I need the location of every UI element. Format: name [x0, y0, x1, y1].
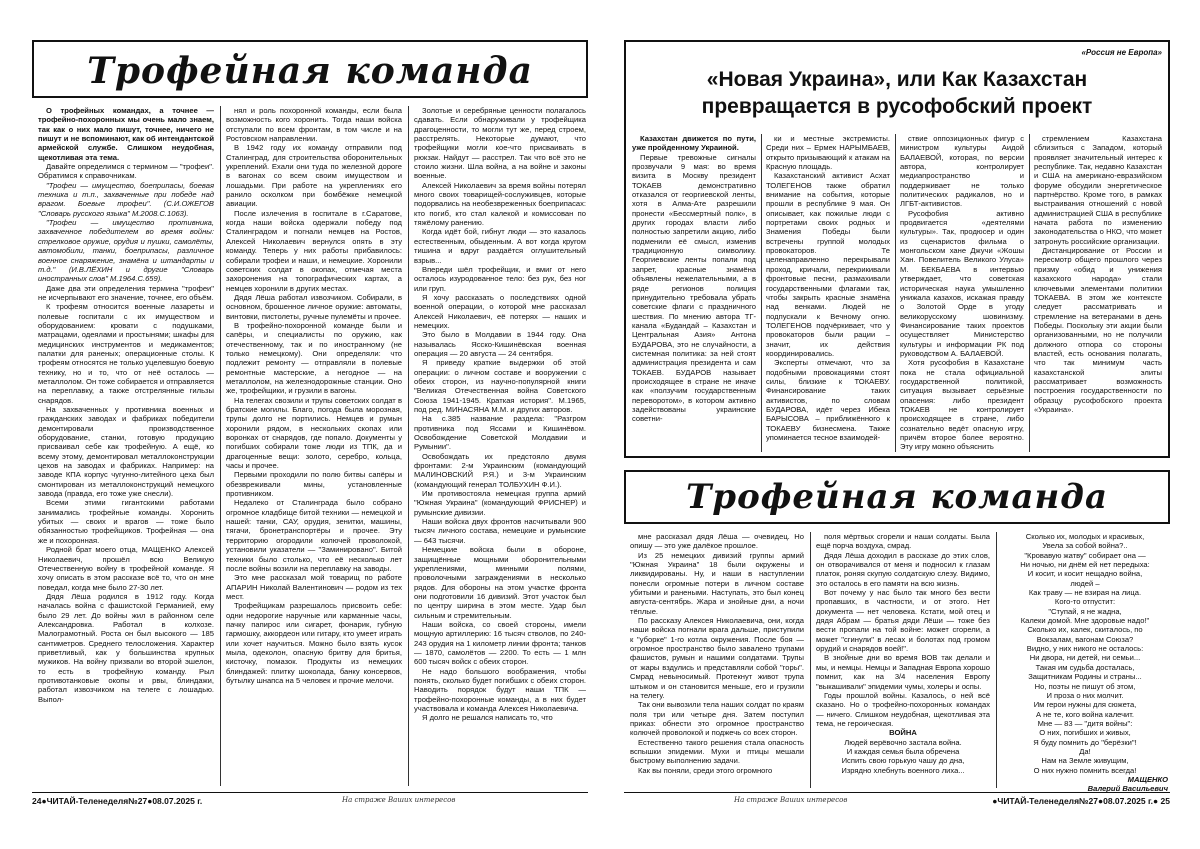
footer-slogan: На страже Ваших интересов [342, 796, 456, 804]
paragraph: О них, погибших и живых, [1039, 728, 1131, 738]
paragraph: Казахстанский активист Асхат ТОЛЕГЕНОВ также обратил внимание на события, которые прошли в республике 9 мая. Он описывает, как пожилые люди с портретами своих родных и Знамения Победы были встречены группой молодых провокаторов. Те целенаправленно перекрывали проход, кричали, перекрикивали фронтовые песни, размахивали государственными флагами так, чтобы закрыть красные знамёна над венками. Людей не подпускали к Вечному огню. ТОЛЕГЕНОВ подчёркивает, что у провокаторов были рации – значит, их действия координировались. [766, 171, 890, 358]
paragraph: стремлением Казахстана сблизиться с Западом, который проявляет значительный интерес к республике. Так, недавно Казахстан и США на американо-евразийском форуме обсудили энергетическое партнёрство. Кроме того, в рамках выстраивания отношений с новой администрацией США в республике начата работа по изменению законодательства о НКО, что может затронуть российские организации. [1034, 134, 1162, 246]
paragraph: Трофейщикам разрешалось присвоить себе: одни недорогие наручные или карманные часы, пачку папирос или сигарет, фонарик, губную гармошку, аккордеон или гитару, кто умеет играть или хочет научиться. Можно было взять кусок мыла, одеколон, опасную бритву для бритья, кисточку, помазок. Продукты из немецких блиндажей: плитку шоколада, банку консервов, бутылку шнапса на 5 человек и прочие мелочи. [226, 601, 402, 685]
paragraph: нял и роль похоронной команды, если была возможность кого хоронить. Тогда наши войска отступали по всем фронтам, в том числе и на Ростовском направлении. [226, 106, 402, 144]
headline-line-2: превращается в русофобский проект [701, 95, 1093, 118]
left-page [32, 34, 588, 812]
paragraph: Это было в Молдавии в 1944 году. Она называлась Ясско-Кишинёвская военная операция — 20 августа — 24 сентября. [414, 330, 586, 358]
paragraph: Хотя русофобия в Казахстане пока не стала официальной государственной политикой, ситуация вызывает серьёзные опасения: либо президент ТОКАЕВ не контролирует происходящее в стране, либо сознательно ведёт опасную игру, причём второе более вероятно. Эту игру можно объяснить [900, 358, 1024, 452]
article-column-1 [632, 134, 756, 452]
paragraph: Казахстан движется по пути, уже пройденному Украиной. [632, 134, 756, 153]
paragraph: Защитникам Родины и страны... [1028, 672, 1142, 682]
paragraph: Нам на Земле живущим, [1041, 756, 1129, 766]
paragraph: Такая им судьба досталась, [1035, 662, 1135, 672]
paragraph: Дядя Лёша родился в 1912 году. Когда началась война с фашистской Германией, ему было 29 лет. До войны жил в районном селе Александровка. Работал в колхозе. Малограмотный. Роста он был высокого — 185 сантиметров. Среднего телосложения. Характер приветливый, как у большинства крупных мужиков. На войну призвали во второй эшелон, то есть в трофейную команду. Рыл противотанковые окопы и рвы, блиндажи, работал извозчиком на телеге с лошадью. Выпол- [38, 591, 214, 704]
paragraph: Сколько их, калек, скиталось, по [1027, 625, 1143, 635]
paragraph: Дядя Лёша работал извозчиком. Собирали, в основном, брошенное личное оружие: автоматы, винтовки, пистолеты, ручные пулемёты и прочее. [226, 292, 402, 321]
paragraph: Первыми проходили по полю битвы сапёры и обезвреживали мины, установленные противником. [226, 470, 402, 499]
paragraph: Но, поэты не пишут об этом, [1034, 681, 1136, 691]
paragraph: К трофеям относится военные лазареты и полевые госпитали с их имуществом и оборудованием: кровати с подушками, матрацами, одеялами и простынями; шкафы для медицинских инструментов и медикаментов; палатки для раненых; операционные столы. К трофеям относятся не только уцелевшую боевую технику, но и то, что от неё осталось — металлолом. Он тоже собирается и отправляется на переплавку, а также отстрелянные гильзы снарядов. [38, 302, 214, 405]
paragraph: "Ступай, я не жадна, [1048, 606, 1122, 616]
article-column-2 [766, 134, 890, 452]
paragraph: мне рассказал дядя Лёша — очевидец. Но опишу — это уже далёкое прошлое. [630, 532, 804, 551]
paragraph: Как вы поняли, среди этого огромного [638, 765, 773, 775]
paragraph: Русофобия активно продвигается «деятелями культуры». Так, продюсер и один из сценаристов фильма о монгольском хане Джучи «Жошы Хан. Повелитель Великого Улуса» М. БЕКБАЕВА в интервью утверждает, что советская историческая наука умышленно унижала казахов, искажая правду о Золотой Орде в угоду великорусскому шовинизму. Финансирование таких проектов осуществляет Министерство культуры и информации РК под руководством А. БАЛАЕВОЙ. [900, 208, 1024, 358]
paragraph: Вокзалам, вагонам Союза? [1036, 634, 1134, 644]
paragraph: Годы прошлой войны. Казалось, о ней всё сказано. Но о трофейно-похоронных командах — ничего. Слишком неудобная, щекотливая эта тема, не героическая. [816, 690, 990, 728]
footer-rule [32, 792, 588, 793]
paragraph: ВОЙНА [889, 728, 917, 738]
paragraph: Людей верёвочно застала война. [844, 737, 962, 747]
left-page-footer: 24●ЧИТАЙ-Теленеделя№27●08.07.2025 г. [32, 796, 203, 806]
paragraph: "Трофеи — имущество противника, захваченное победителем во время войны: стрелковое оружие, орудия и пушки, самолёты, автомобили, танки, боеприпасы, различное военное снаряжение, знамёна и штандарты и т.д." (И.В.ЛЁХИН и другие "Словарь иностранных слов" М.1964.С.659). [38, 218, 214, 284]
column-divider [1029, 134, 1030, 452]
paragraph: На телегах свозили и трупы советских солдат в братские могилы. Благо, погода была морозная, трупы долго не портились. Немцев и румын хоронили рядом, в нескольких скопах или воронках от снарядов, где попало. Документы у погибших собирали тоже люди из ТПК, да и драгоценные вещи: золото, серебро, кольца, часы и прочее. [226, 395, 402, 471]
column-divider [761, 134, 762, 452]
paragraph: По рассказу Алексея Николаевича, они, когда наши войска погнали врага дальше, приступили к "уборке" 1-го котла окружения. После боя — огромное пространство было завалено трупами фашистов, румын и нашими солдатами. Трупы от жары вздулись и представляли собой "горы". Смрад невыносимый. Протекнут живот трупа штыком и он становится меньше, его и грузили на телегу. [630, 616, 804, 700]
paragraph: Когда идёт бой, гибнут люди — это казалось естественным, обыденным. А вот когда кругом тишина и вдруг раздаётся оглушительный взрыв... [414, 227, 586, 265]
paragraph: В знойные дни во время ВОВ так делали и мы, и немцы. Немцы и Западная Европа хорошо помнит, как на 3/4 населения Европу "выкашивали" эпидемии чумы, холеры и оспы. [816, 653, 990, 691]
article-column-3 [900, 134, 1024, 452]
paragraph: Наши войска двух фронтов насчитывали 900 тысяч личного состава, немецкие и румынские — 643 тысячи. [414, 517, 586, 545]
paragraph: Увела за собой война?.. [1042, 541, 1128, 551]
article-kicker: «Россия не Европа» [1081, 48, 1162, 57]
paragraph: Дистанцирование от России и пересмотр общего прошлого через призму «обид и унижения казахского народа» стали ключевыми элементами политики ТОКАЕВА. В этом же контексте следует рассматривать и стремление на ветеранами в день Победы. Поскольку эти акции были организованными, но не получили должного отпора со стороны властей, есть основания полагать, что так минимум часть казахстанской элиты рассматривает возможность построения государственности по образцу русофобского проекта «Украина». [1034, 246, 1162, 414]
paragraph: Как траву — не взирая на лица. [1028, 588, 1142, 598]
article-headline [624, 66, 1170, 120]
column-divider [408, 106, 409, 786]
paragraph: "Трофеи — имущество, боеприпасы, боевая техника и т.п., захваченные при победе над врагом. Боевые трофеи". (С.И.ОЖЕГОВ "Словарь русского языка" М.2008.С.1063). [38, 180, 214, 218]
paragraph: ки и местные экстремисты. Среди них – Ермек НАРЫМБАЕВ, открыто призывающий к атакам на Красную площадь. [766, 134, 890, 172]
paragraph: Впереди шёл трофейщик, и вмиг от него осталось изуродованное тело: без рук, без ног или груп. [414, 264, 586, 293]
paragraph: Ни ночью, ни днём ей нет передыха: [1020, 560, 1150, 570]
paragraph: Золотые и серебряные ценности полагалось сдавать. Если обнаруживали у трофейщика драгоценности, то могли тут же, перед строем, расстрелять. Некоторые думают, что трофейщики могли кое-что присваивать в рюкзак. Найдут — расстрел. Так что всё это не стоило жизни. Шла война, а на войне и законы военные. [414, 106, 586, 181]
paragraph: Сколько их, молодых и красивых, [1025, 532, 1145, 541]
paragraph: Я хочу рассказать о последствиях одной военной операции, о которой мне рассказал Алексей Николаевич, её потерях — наших и немецких. [414, 292, 586, 330]
paragraph: Вот почему у нас было так много без вести пропавших, в частности, и от этого. Нет документа — нет человека. Кстати, мой отец и дядя Абрам — братья дяди Лёши — тоже без вести пропали на той войне: может сгорели, а может "сгинули" в лесах и болотах под громом орудий и снарядов воей!". [816, 588, 990, 654]
headline-line-1: «Новая Украина», или Как Казахстан [706, 68, 1088, 91]
paragraph: На с.385 название раздела: "Разгром противника под Яссами и Кишинёвом. Освобождение Советской Молдавии и Румынии". [414, 414, 586, 452]
paragraph: Им противостояла немецкая группа армий "Южная Украина" (командующий ФРИСНЕР) и румынские дивизии. [414, 489, 586, 517]
footer-slogan: На страже Ваших интересов [734, 796, 848, 804]
poem-column [1002, 532, 1168, 794]
paragraph: Даже два эти определения термина "трофеи" не исчерпывают его значение, точнее, его объём. [38, 283, 214, 302]
paragraph: Не надо большого воображения, чтобы понять, сколько будет погибших с обеих сторон. Наводить порядок будут наши ТПК — трофейно-похоронные команды, а в них будет участвовала и команда Алексея Николаевича. [414, 666, 586, 713]
continuation-column-1 [630, 532, 804, 788]
paragraph: На захваченных у противника военных и гражданских заводах и фабриках победители демонтировали производственное оборудование, станки, готовую продукцию присваивал себе как трофейную. А ещё, ко всему этому, демонтировал металлоконструкции цехов на заводах и фабриках. Например: на заводе КПА корпус чугунно-литейного цеха был смонтирован из металлоконструкций немецкого завода (правда, его тоже уже снесли). [38, 405, 214, 499]
paragraph: ствие оппозиционных фигур с министром культуры Аидой БАЛАЕВОЙ, которая, по версии автора, контролирует медиапространство и поддерживает не только политических радикалов, но и ЛГБТ-активистов. [900, 134, 1024, 209]
paragraph: Ни двора, ни детей, ни семьи... [1029, 653, 1141, 663]
left-column-3 [414, 106, 586, 786]
right-page-footer: ●ЧИТАЙ-Теленеделя№27●08.07.2025 г.● 25 [992, 796, 1170, 806]
paragraph: Родной брат моего отца, МАЩЕНКО Алексей Николаевич, прошёл всю Великую Отечественную войну в трофейной команде. Я хочу описать в этом рассказе всё то, что он мне поведал, когда мне было 27-30 лет. [38, 545, 214, 592]
right-page [624, 34, 1170, 812]
paragraph: Я долго не решался написать то, что [422, 713, 553, 723]
paragraph: И каждая семья была обречена [846, 746, 960, 756]
paragraph: В 1942 году их команду отправили под Сталинград, для строительства оборонительных укреплений. Ехали они туда по железной дороге в вагонах со всем своим имуществом и лошадьми. При работе на укреплениях его ранило осколком при бомбёжке немецкой авиации. [226, 143, 402, 209]
paragraph: Дядя Лёша доходил в рассказе до этих слов, он отворачивался от меня и подносил к глазам платок, роняя скупую солдатскую слезу. Видимо, это осталось в его памяти на всю жизнь. [816, 550, 990, 588]
footer-rule [624, 792, 1170, 793]
continuation-column-2 [816, 532, 990, 788]
paragraph: В трофейно-похоронной команде были и сапёры, и специалисты по оружию, как отечественному, так и по иностранному (не только немецкому). Они определяли: что подлежит ремонту — отправляли в полевые ремонтные мастерские, а негодное — на металлолом, на железнодорожные станции. Оно же, трофейщики, и грузили в вагоны. [226, 320, 402, 396]
paragraph: Им герои нужны для сюжета, [1033, 700, 1137, 710]
paragraph: О них нужно помнить всегда! [1033, 765, 1137, 775]
paragraph: Давайте определимся с термином — "трофеи". Обратимся к справочникам. [38, 162, 214, 181]
paragraph: Кого-то отпустит: [1054, 597, 1116, 607]
paragraph: Мне — 83 — "дитя войны": [1037, 718, 1133, 728]
paragraph: "Кровавую жатву" собирает она — [1024, 550, 1146, 560]
column-divider [810, 532, 811, 788]
paragraph: Так они вывозили тела наших солдат по краям поля три или четыре дня. Затем поступил приказ: обнести это огромное пространство колючей проволокой и поджечь со всех сторон. [630, 700, 804, 738]
paragraph: А не те, кого война калечит. [1035, 709, 1135, 719]
paragraph: Первые тревожные сигналы прозвучали 9 мая: во время визита в Москву президент ТОКАЕВ демонстративно отказался от георгиевской ленты, хотя в Алма-Ате разрешили пронести «Бессмертный полк», в других городах власти либо полностью запретили акцию, либо подменили её смысл, изменив традиционную символику. Георгиевские ленты попали под запрет, красные знамёна объявлены нежелательными, а в ряде регионов полиция принудительно требовала убрать советские флаги с праздничного шествия. По мнению автора ТГ-канала «Будандай – Казахстан и Центральная Азия» Антона БУДАРОВА, это не случайности, а системная политика: за ней стоят администрация президента и сам ТОКАЕВ. БУДАРОВ называет происходящее в стране не иначе как «ползучим государственным переворотом», в котором активно задействованы украинские советни- [632, 152, 756, 424]
paragraph: После излечения в госпитале в г.Саратове, когда наши войска одержали победу под Сталинградом и погнали немцев на Ростов, Алексей Николаевич вернулся опять в эту команду. Теперь у них работы прибавилось: собирали трофеи и наши, и немецкие. Хоронили советских солдат в окопах, отмечая места захоронения на топографических картах, а немцев хоронили в других местах. [226, 208, 402, 293]
paragraph: Испить свою горькую чашу до дна, [841, 756, 965, 766]
paragraph: людей – [1070, 578, 1100, 588]
paragraph: Видно, у них никого не осталось: [1026, 644, 1144, 654]
paragraph: Я приведу краткие выдержки об этой операции: о личном составе и вооружении с обеих сторон, из научно-популярной книги "Великая Отечественная война Советского Союза 1941-1945. Краткая история". М.1965, под ред. МИНАСЯНА М.М. и других авторов. [414, 358, 586, 414]
paragraph: Валерий Васильевич [1087, 784, 1168, 794]
paragraph: Эксперты отмечают, что за подобными провокациями стоят силы, близкие к ТОКАЕВУ. Финансирование таких активистов, по словам БУДАРОВА, идёт через Ибека БАРЫСОВА – приближённого к ТОКАЕВУ бизнесмена. Также упоминается тесное взаимодей- [766, 358, 890, 442]
paragraph: Освобождать их предстояло двумя фронтами: 2-м Украинским (командующий МАЛИНОВСКИЙ Р.Я.) и 3-м Украинским (командующий генерал ТОЛБУХИН Ф.И.). [414, 451, 586, 489]
paragraph: О трофейных командах, а точнее — трофейно-похоронных мы очень мало знаем, так как о них мало пишут, точнее, ничего не пишут и не вспоминают, как об интендантской армейской службе. Слишком неудобная, щекотливая эта тема. [38, 106, 214, 162]
paragraph: Это мне рассказал мой товарищ по работе АПАРИН Николай Валентинович — родом из тех мест. [226, 573, 402, 601]
paragraph: Калеки домой. Мне здоровые надо!" [1020, 616, 1150, 626]
paragraph: Алексей Николаевич за время войны потерял много своих товарищей-сослуживцев, которые подорвались на необезвреженных боеприпасах: кто погиб, кто стал калекой и комиссован по тяжёлому ранению. [414, 180, 586, 228]
paragraph: Недалеко от Сталинграда было собрано огромное кладбище битой техники — немецкой и нашей: танки, САУ, орудия, зенитки, машины, тягачи, бронетранспортёры и прочее. Эту территорию огородили колючей проволокой, установили указатели — "Заминировано". Битой техники было столько, что её несколько лет после войны возили на переплавку на заводы. [226, 498, 402, 573]
paragraph: Всеми этими гигантскими работами занимались трофейные команды. Хоронить убитых — своих и врагов — тоже было обязанностью трофейщиков. Трофейная — она же и похоронная. [38, 498, 214, 545]
paragraph: Я буду помнить до "берёзки"! [1033, 737, 1137, 747]
paragraph: Наши войска, со своей стороны, имели мощную артиллерию: 16 тысяч стволов, по 240-243 орудия на 1 километр линии фронта; танков — 1870, самолётов — 2200. То есть — 1 млн 600 тысяч войск с обеих сторон. [414, 619, 586, 667]
paragraph: поля мёртвых сгорели и наши солдаты. Была ещё порча воздуха, смрад. [816, 532, 990, 551]
left-page-title: Трофейная команда [87, 50, 533, 92]
paragraph: И косит, и косит нещадно война, [1027, 569, 1143, 579]
paragraph: МАЩЕНКО [1127, 774, 1168, 784]
paragraph: Изрядно хлебнуть военного лиха... [841, 765, 965, 775]
paragraph: Немецкие войска были в обороне, защищённые мощными оборонительными укреплениями, минными полями, проволочными заграждениями в несколько рядов. Для обороны на этом участке фронта они подготовили 16 дивизий. Этот участок был по центру ширина в этом месте. Удар был сильным и стремительным. [414, 545, 586, 620]
paragraph: Из 25 немецких дивизий группы армий "Южная Украина" 18 были окружены и ликвидированы. Ну, и наши в наступлении понесли огромные потери в личном составе убитыми и ранеными. Наступать, это был конец августа-сентябрь. Жара и знойные дни, а ночи тёплые. [630, 550, 804, 616]
continuation-title: Трофейная команда [686, 477, 1108, 517]
paragraph: И проза о них молчит. [1046, 690, 1124, 700]
column-divider [895, 134, 896, 452]
left-column-2 [226, 106, 402, 786]
column-divider [996, 532, 997, 788]
paragraph: Естественно такого решения стала опасность вспышки эпидемии. Мухи и птицы мешали быстрому выполнению задачи. [630, 737, 804, 766]
column-divider [220, 106, 221, 786]
left-column-1 [38, 106, 214, 786]
article-column-4 [1034, 134, 1162, 452]
paragraph: Да! [1079, 746, 1091, 756]
